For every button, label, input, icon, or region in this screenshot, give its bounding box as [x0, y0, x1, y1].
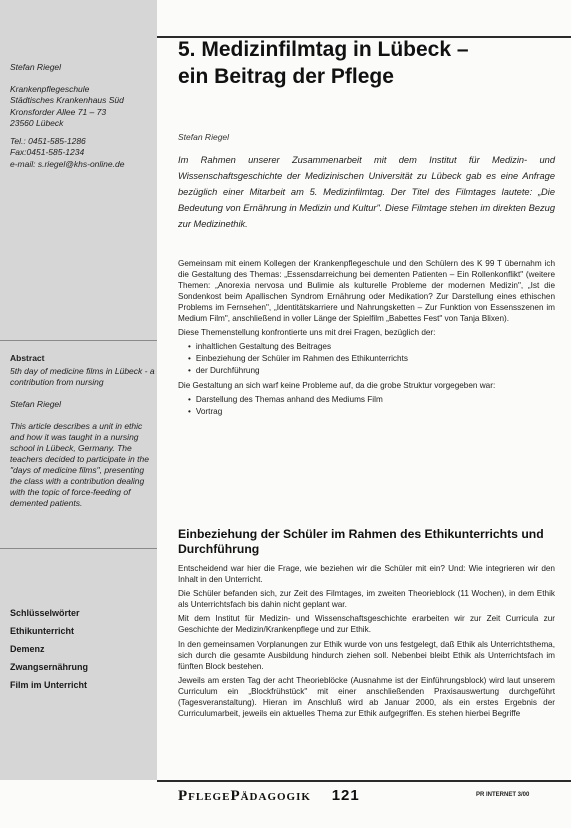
body-text-2 — [178, 563, 555, 722]
bullet-list — [178, 394, 555, 418]
paragraph: Mit dem Institut für Medizin- und Wissenschaftsgeschichte erarbeiten wir zur Zeit Curricula zur Geschichte der Medizin/Krankenpflege und zur Ethik. — [178, 614, 555, 635]
title-line: ein Beitrag der Pflege — [178, 65, 394, 88]
sidebar — [0, 0, 157, 780]
keyword: Demenz — [10, 644, 45, 654]
keyword: Schlüsselwörter — [10, 608, 80, 618]
contact-line: Tel.: 0451-585-1286 — [10, 135, 86, 146]
address-line: Städtisches Krankenhaus Süd — [10, 95, 124, 105]
title-line: 5. Medizinfilmtag in Lübeck – — [178, 38, 469, 61]
sidebar-divider — [0, 548, 157, 549]
abstract-label: Abstract — [10, 353, 45, 363]
keyword: Ethikunterricht — [10, 626, 75, 636]
list-item: • Darstellung des Themas anhand des Mediums Film — [188, 394, 555, 406]
page-number: 121 — [331, 787, 360, 804]
sidebar-author-name: Stefan Riegel — [10, 62, 62, 72]
contact-line: e-mail: s.riegel@khs-online.de — [10, 158, 125, 169]
paragraph: Gemeinsam mit einem Kollegen der Krankenpflegeschule und den Schülern des K 99 T übernahm ich die Gestaltung des Themas: „Essensdarreichung bei dementen Patienten – Ein Rollenkonflikt" (weitere Themen: „Anorexia nervosa und Bulimie als kulturelle Probleme der modernen Medizin", „Ist die Sondenkost beim Apallischen Syndrom Ernährung oder Medikation? Zur Darstellung eines ethischen Problems im Fernsehen", „Identitätskarriere und Nahrungsketten – Zur Funktion von Essensszenen im Medium Film", anschließend in voller Länge der Spielfilm „Babettes Fest" von Tanja Blixen). — [178, 259, 555, 324]
abstract — [10, 353, 155, 509]
abstract-author: Stefan Riegel — [10, 399, 62, 409]
sidebar-divider — [0, 340, 157, 341]
footer — [178, 787, 360, 805]
journal-name: PflegePädagogik — [178, 788, 311, 804]
paragraph: Entscheidend war hier die Frage, wie beziehen wir die Schüler mit ein? Und: Wie integrieren wir den Inhalt in den Unterricht. — [178, 564, 555, 585]
article-title — [178, 36, 555, 90]
lead-paragraph: Im Rahmen unserer Zusammenarbeit mit dem Institut für Medizin- und Wissenschaftsgeschichte der Medizinischen Universität zu Lübeck gab es eine Anfrage bezüglich einer Mitarbeit am 5. Medizinfilmtag. Der Titel des Filmtages lautete: „Die Bedeutung von Ernährung in Medizin und Kultur". Diese Filmtage stehen im direkten Bezug zur Medizinethik. — [178, 155, 555, 229]
paragraph: In den gemeinsamen Vorplanungen zur Ethik wurde von uns festgelegt, daß Ethik als Unterrichtsthema, sich durch die gesamte Ausbildung hindurch ziehen soll. Nebenbei bleibt Ethik als Unterrichtsfach im fünften Block bestehen. — [178, 639, 555, 671]
issue-label: PR INTERNET 3/00 — [476, 792, 530, 798]
author-info — [10, 62, 155, 170]
spacer — [10, 388, 155, 399]
address-line: Kronsforder Allee 71 – 73 — [10, 106, 107, 117]
keyword: Film im Unterricht — [10, 680, 88, 690]
address-line: Krankenpflegeschule — [10, 83, 90, 94]
keyword: Zwangsernährung — [10, 662, 89, 672]
abstract-title: 5th day of medicine films in Lübeck - a contribution from nursing — [10, 366, 155, 387]
paragraph: Jeweils am ersten Tag der acht Theorieblöcke (Ausnahme ist der Einführungsblock) wird laut unserem Curriculum ein „Blockfrühstück" mit einer anschließenden Praxisauswertung durchgeführt (Tagesveranstaltung). Hieran im Anschluß wird ab Januar 2000, als ein erstes Ergebnis der Curriculumarbeit, jeweils ein aktuelles Thema zur Ethik aufgegriffen. Es stehen hierbei Begriffe — [178, 675, 555, 719]
body-text-1 — [178, 258, 555, 421]
contact-line: Fax:0451-585-1234 — [10, 147, 85, 157]
spacer — [10, 410, 155, 421]
byline: Stefan Riegel — [178, 132, 230, 142]
section-heading: Einbeziehung der Schüler im Rahmen des Ethikunterrichts und Durchführung — [178, 527, 544, 556]
list-item: • der Durchführung — [188, 365, 555, 377]
bullet-list — [178, 341, 555, 377]
list-item: • Einbeziehung der Schüler im Rahmen des Ethikunterrichts — [188, 353, 555, 365]
paragraph: Die Schüler befanden sich, zur Zeit des Filmtages, im zweiten Theorieblock (11 Wochen), in dem Ethik als Unterrichtsfach bis dahin nicht geplant war. — [178, 589, 555, 610]
paragraph: Die Gestaltung an sich warf keine Probleme auf, da die grobe Struktur vorgegeben war: — [178, 380, 496, 390]
keywords — [10, 604, 155, 694]
abstract-text: This article describes a unit in ethic and how it was taught in a nursing school in Lübeck, Germany. The teachers decided to participate in the "days of medicine films", presenting the class with a contribution dealing with the topic of force-feeding of demented patients. — [10, 421, 149, 508]
list-item: • inhaltlichen Gestaltung des Beitrages — [188, 341, 555, 353]
footer-rule — [157, 780, 571, 782]
address-line: 23560 Lübeck — [10, 118, 64, 128]
list-item: • Vortrag — [188, 406, 555, 418]
paragraph: Diese Themenstellung konfrontierte uns mit drei Fragen, bezüglich der: — [178, 327, 436, 337]
